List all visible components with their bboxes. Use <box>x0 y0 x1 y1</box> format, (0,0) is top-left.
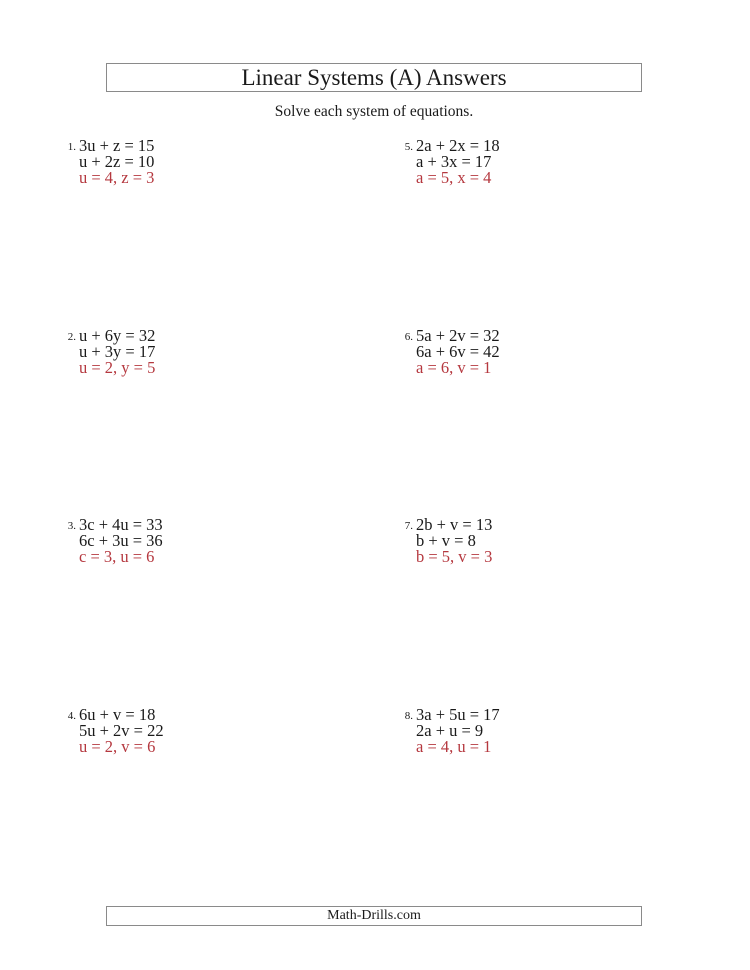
equation-2: 6c + 3u = 36 <box>79 531 163 550</box>
instructions: Solve each system of equations. <box>274 103 474 120</box>
equation-2: a + 3x = 17 <box>416 152 492 171</box>
answer: a = 4, u = 1 <box>416 737 492 756</box>
equation-1: 3u + z = 15 <box>79 136 155 155</box>
problem-number: 7. <box>404 520 413 532</box>
equation-1: 2b + v = 13 <box>416 515 493 534</box>
equation-2: 2a + u = 9 <box>416 721 484 740</box>
answer: a = 5, x = 4 <box>416 168 492 187</box>
equation-1: 5a + 2v = 32 <box>416 326 500 345</box>
equation-2: u + 3y = 17 <box>79 342 156 361</box>
problem-number: 4. <box>67 710 76 722</box>
problem-number: 8. <box>404 710 413 722</box>
answer: b = 5, v = 3 <box>416 547 493 566</box>
equation-1: u + 6y = 32 <box>79 326 156 345</box>
equation-2: 5u + 2v = 22 <box>79 721 164 740</box>
answer: a = 6, v = 1 <box>416 358 492 377</box>
problem-number: 5. <box>404 141 413 153</box>
equation-1: 6u + v = 18 <box>79 705 156 724</box>
problem-number: 2. <box>67 331 76 343</box>
equation-2: b + v = 8 <box>416 531 476 550</box>
equation-2: 6a + 6v = 42 <box>416 342 500 361</box>
equation-1: 3a + 5u = 17 <box>416 705 500 724</box>
equation-1: 3c + 4u = 33 <box>79 515 163 534</box>
worksheet-title: Linear Systems (A) Answers <box>106 63 642 92</box>
problem-number: 1. <box>67 141 76 153</box>
equation-1: 2a + 2x = 18 <box>416 136 500 155</box>
answer: c = 3, u = 6 <box>79 547 155 566</box>
answer: u = 2, y = 5 <box>79 358 156 377</box>
footer-credit: Math-Drills.com <box>106 906 642 926</box>
problem-number: 6. <box>404 331 413 343</box>
answer: u = 2, v = 6 <box>79 737 156 756</box>
answer: u = 4, z = 3 <box>79 168 155 187</box>
problem-number: 3. <box>67 520 76 532</box>
equation-2: u + 2z = 10 <box>79 152 155 171</box>
